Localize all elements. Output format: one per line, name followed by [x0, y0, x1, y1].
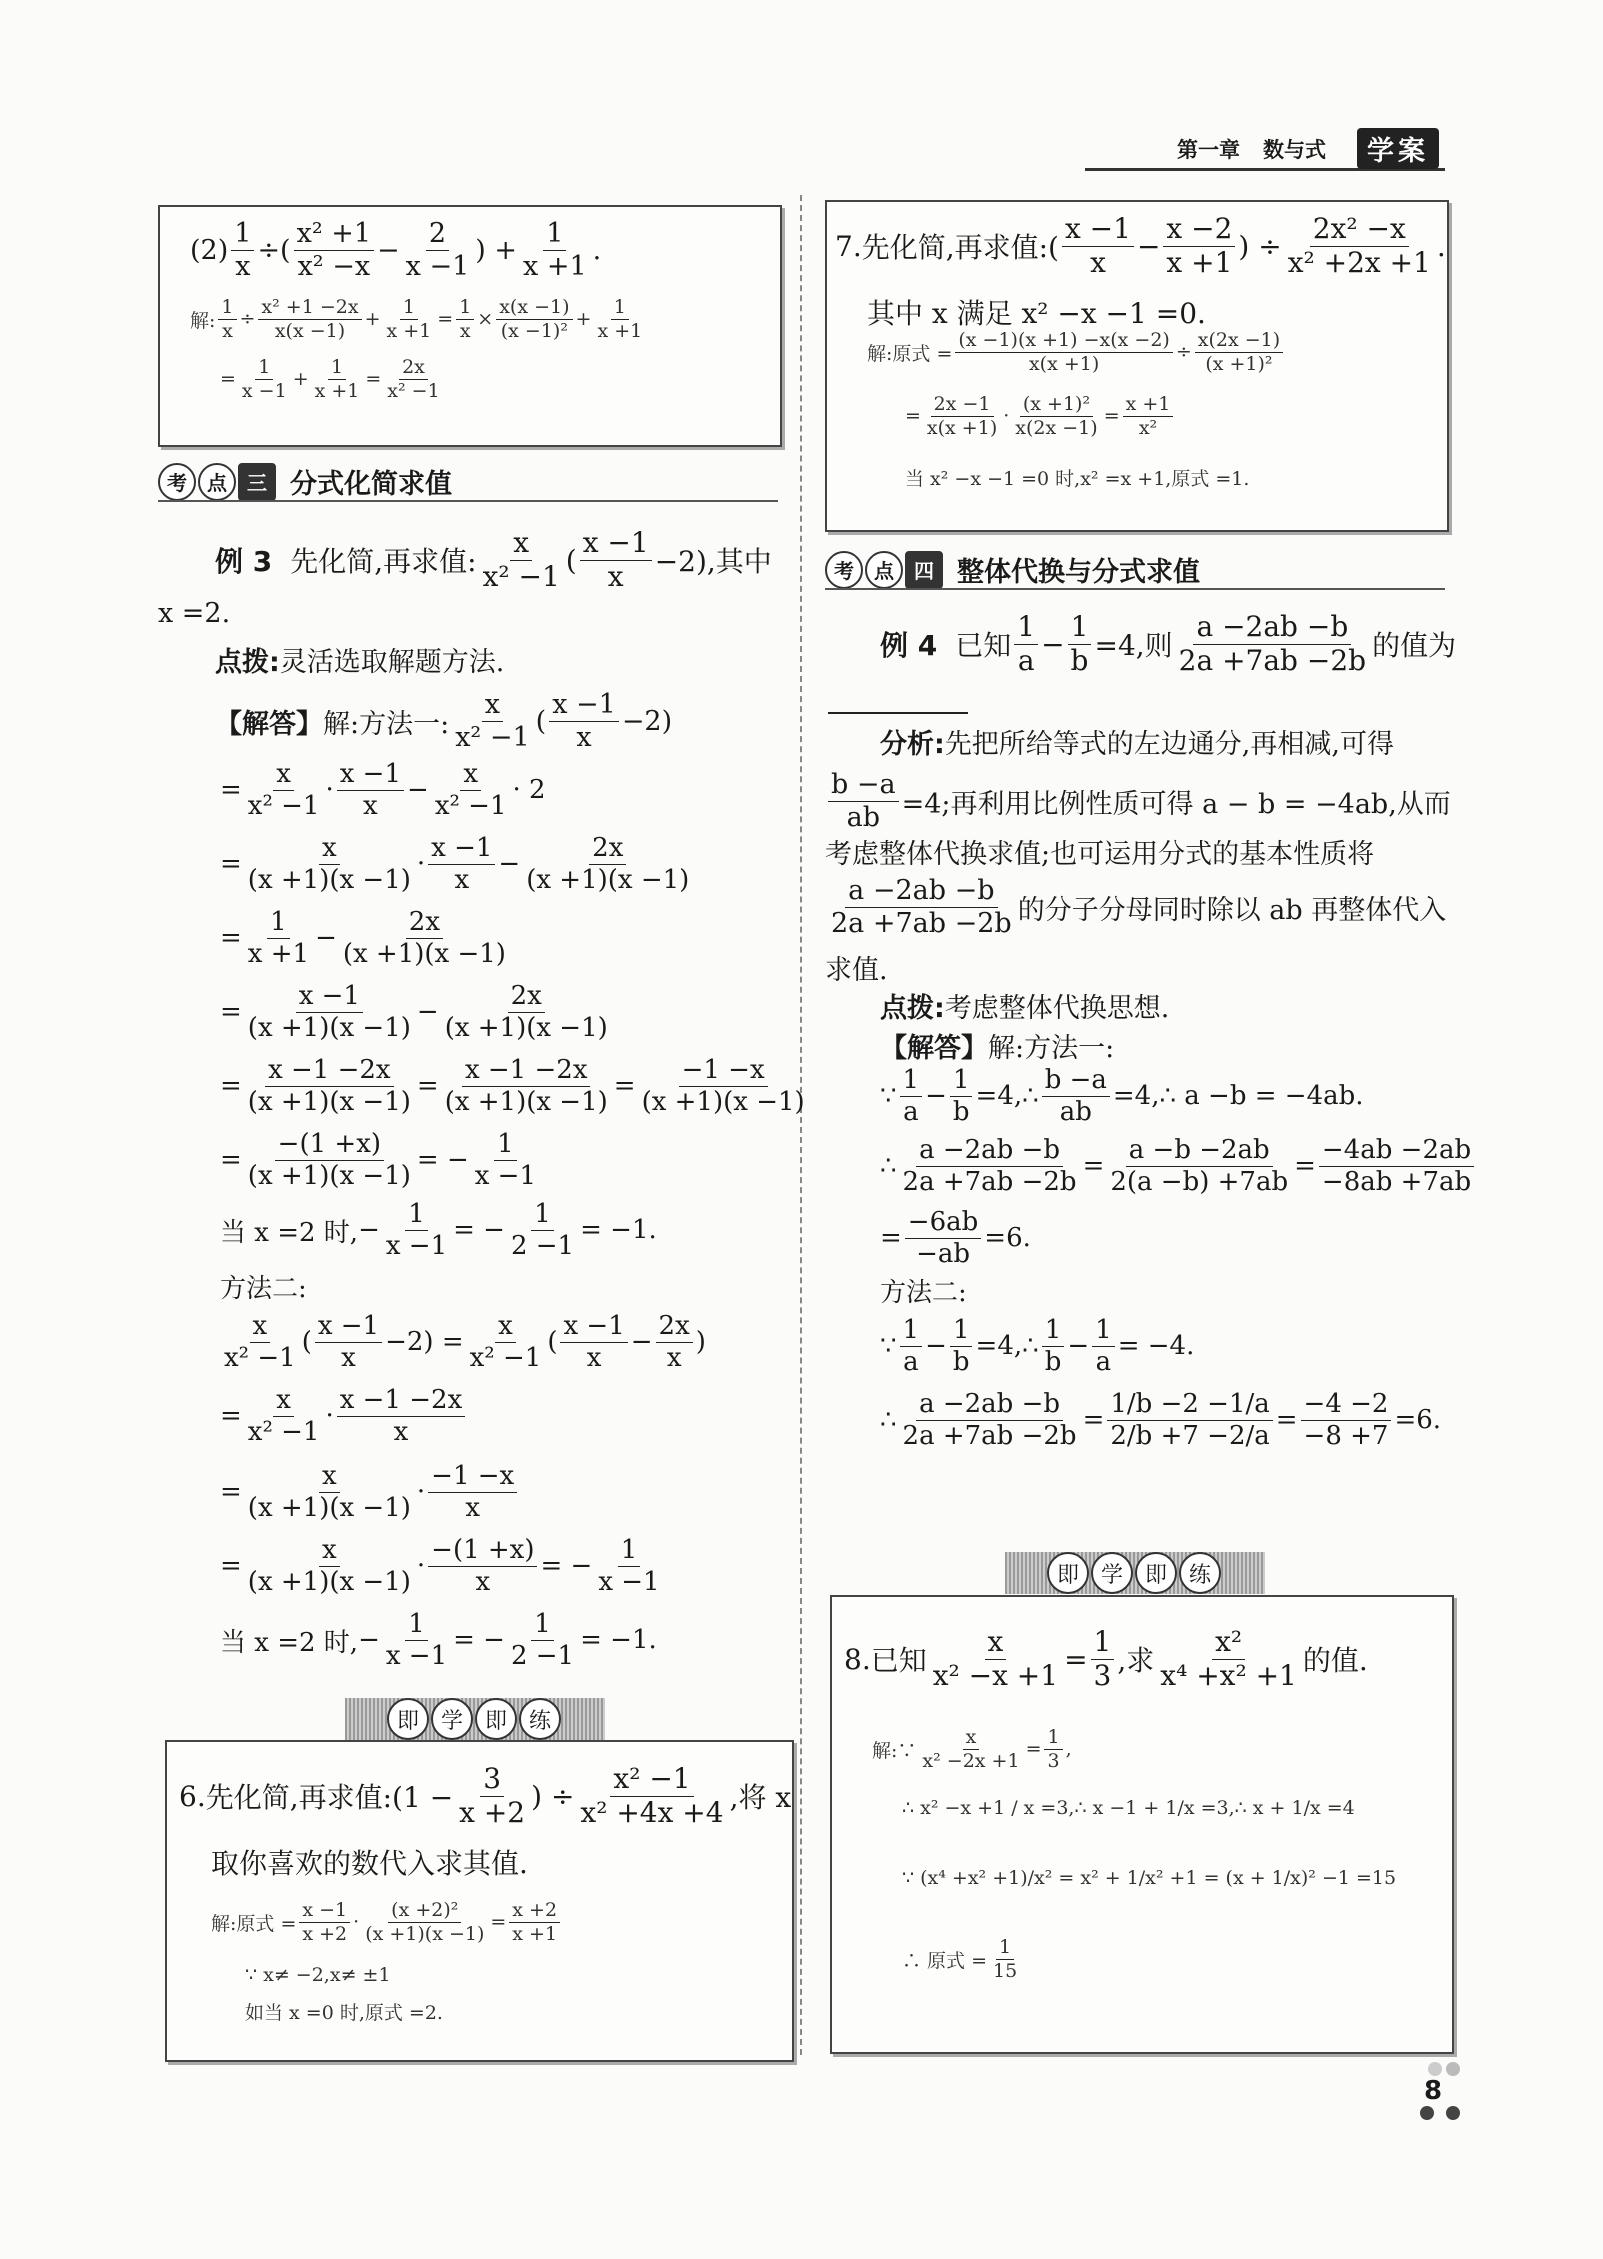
section-4-title: 整体代换与分式求值	[957, 557, 1200, 588]
practice-banner-right: 即 学 即 练	[1005, 1552, 1265, 1594]
answer-blank[interactable]	[828, 712, 968, 714]
section-label: 数与式	[1263, 138, 1326, 162]
box-exercise-6: 6. 先化简,再求值:(1 − $\frac{3}{x +2}$ ) ÷ $\frac{\text{x² −1}}{\text{x² +4x +4}}$ ,将 x 取你喜欢的数代入求其值. 解:原式 = $\frac{x -1}{x +2}$ · $\frac{\text{(x +2)²}}{(x +1)(x -1)}$ = $\frac{x +2}{x +1}$ ∵ x≠ −2,x≠ ±1 如当 x =0 时,原式 =2.	[165, 1740, 794, 2062]
section-3-heading: 考 点 三 分式化简求值	[158, 462, 452, 501]
example-3-stem: 例 3 先化简,再求值: $\frac{x}{\text{x² −1}}$ ( $\frac{x -1}{x}$ −2),其中	[215, 526, 772, 593]
page-header	[1085, 128, 1445, 170]
column-divider	[800, 195, 802, 2055]
section-3-title: 分式化简求值	[290, 469, 452, 500]
example-4-stem: 例 4 已知 $\frac{1}{a}$ − $\frac{1}{b}$ =4,则 $\frac{a -2ab -b}{2a +7ab -2b}$ 的值为	[880, 610, 1457, 677]
section-4-heading: 考 点 四 整体代换与分式求值	[825, 550, 1200, 589]
box-exercise-7: 7. 先化简,再求值:( $\frac{x -1}{x}$ − $\frac{x -2}{x +1}$ ) ÷ $\frac{\text{2x² −x}}{\text{x² +2x +1}}$ . 其中 x 满足 x² −x −1 =0. 解:原式 = $\frac{(x -1)(x +1) -x(x -2)}{x(x +1)}$ ÷ $\frac{x(2x -1)}{\text{(x +1)²}}$ = $\frac{2x -1}{x(x +1)}$ · $\frac{\text{(x +1)²}}{x(2x -1)}$ = $\frac{x +1}{\text{x²}}$ 当 x² −x −1 =0 时,x² =x +1,原式 =1.	[825, 200, 1449, 532]
box-exercise-8: 8. 已知 $\frac{x}{\text{x² −x +1}}$ = $\frac{1}{3}$ ,求 $\frac{\text{x²}}{\text{x⁴ +x² +1}}$ 的值. 解:∵ $\frac{x}{\text{x² −2x +1}}$ = $\frac{1}{3}$ , ∴ x² −x +1 / x =3,∴ x −1 + 1/x =3,∴ x + 1/x =4 ∵ (x⁴ +x² +1)/x² = x² + 1/x² +1 = (x + 1/x)² −1 =15 ∴ 原式 = $\frac{1}{15}$	[830, 1595, 1454, 2054]
page-number-decoration	[1420, 2062, 1470, 2122]
practice-banner-left: 即 学 即 练	[345, 1698, 605, 1740]
handwritten-solution: 解: $\frac{1}{x}$ ÷ $\frac{\text{x² +1 −2x}}{x(x -1)}$ + $\frac{1}{x +1}$ = $\frac{1}{x}$ × $\frac{x(x -1)}{\text{(x −1)²}}$ + $\frac{1}{x +1}$	[190, 296, 643, 342]
box-exercise-2: (2) $\frac{1}{x}$ ÷( $\frac{\text{x² +1}}{\text{x² −x}}$ − $\frac{2}{x -1}$ ) + $\frac{1}{x +1}$ . 解: $\frac{1}{x}$ ÷ $\frac{\text{x² +1 −2x}}{x(x -1)}$ + $\frac{1}{x +1}$ = $\frac{1}{x}$ × $\frac{x(x -1)}{\text{(x −1)²}}$ + $\frac{1}{x +1}$ = $\frac{1}{x -1}$ + $\frac{1}{x +1}$ = $\frac{2x}{\text{x² −1}}$	[158, 205, 782, 447]
chapter-label: 第一章	[1177, 138, 1240, 162]
page-number: 8	[1424, 2076, 1443, 2106]
brand-logo: 学案	[1357, 128, 1439, 169]
